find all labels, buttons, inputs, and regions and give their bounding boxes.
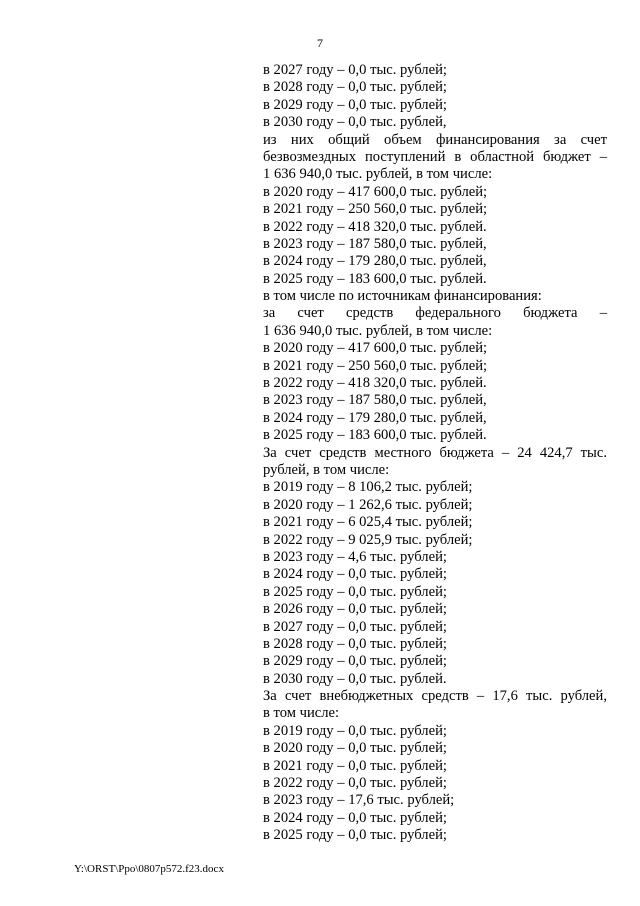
- list-item: в 2020 году – 0,0 тыс. рублей;: [263, 740, 447, 757]
- list-item: в 2027 году – 0,0 тыс. рублей;: [263, 62, 447, 78]
- paragraph-line: За счет средств местного бюджета – 24 424,7 тыс.: [263, 444, 607, 461]
- paragraph-local-budget: [263, 445, 607, 480]
- list-item: в 2021 году – 250 560,0 тыс. рублей;: [263, 357, 488, 374]
- list-item: в 2022 году – 9 025,9 тыс. рублей;: [263, 531, 473, 548]
- paragraph-line: 1 636 940,0 тыс. рублей, в том числе:: [263, 166, 493, 183]
- list-item: в 2025 году – 0,0 тыс. рублей;: [263, 827, 447, 844]
- list-item: в 2030 году – 0,0 тыс. рублей.: [263, 670, 447, 687]
- list-item: в 2022 году – 0,0 тыс. рублей;: [263, 775, 447, 792]
- list-item: в 2030 году – 0,0 тыс. рублей,: [263, 114, 447, 131]
- funding-list-extrabudgetary: [263, 723, 607, 845]
- list-item: в 2026 году – 0,0 тыс. рублей;: [263, 601, 447, 618]
- list-item: в 2024 году – 0,0 тыс. рублей;: [263, 566, 447, 583]
- list-item: в 2022 году – 418 320,0 тыс. рублей.: [263, 218, 487, 235]
- list-item: в 2024 году – 179 280,0 тыс. рублей,: [263, 409, 487, 426]
- list-item: в 2025 году – 0,0 тыс. рублей;: [263, 583, 447, 600]
- list-item: в 2020 году – 1 262,6 тыс. рублей;: [263, 496, 473, 513]
- list-item: в 2021 году – 250 560,0 тыс. рублей;: [263, 201, 488, 218]
- paragraph-line: из них общий объем финансирования за счет: [263, 131, 607, 148]
- list-item: в 2020 году – 417 600,0 тыс. рублей;: [263, 340, 488, 357]
- paragraph-federal-budget: [263, 305, 607, 340]
- document-body: [263, 62, 607, 845]
- footer-file-path: Y:\ORST\Ppo\0807p572.f23.docx: [74, 863, 224, 875]
- list-item: в 2027 году – 0,0 тыс. рублей;: [263, 618, 447, 635]
- list-item: в 2023 году – 187 580,0 тыс. рублей,: [263, 392, 487, 409]
- paragraph-line: 1 636 940,0 тыс. рублей, в том числе:: [263, 322, 493, 339]
- list-item: в 2023 году – 17,6 тыс. рублей;: [263, 792, 455, 809]
- paragraph-line: За счет внебюджетных средств – 17,6 тыс. рублей,: [263, 688, 607, 705]
- list-item: в 2025 году – 183 600,0 тыс. рублей.: [263, 427, 487, 444]
- list-item: в 2025 году – 183 600,0 тыс. рублей.: [263, 270, 487, 287]
- paragraph-line: безвозмездных поступлений в областной бюджет –: [263, 148, 607, 165]
- funding-list-local: [263, 479, 607, 688]
- list-item: в 2029 году – 0,0 тыс. рублей;: [263, 653, 447, 670]
- list-item: в 2019 году – 0,0 тыс. рублей;: [263, 722, 447, 739]
- sources-heading: в том числе по источникам финансирования:: [263, 288, 542, 305]
- paragraph-line: в том числе:: [263, 705, 340, 722]
- list-item: в 2019 году – 8 106,2 тыс. рублей;: [263, 479, 473, 496]
- funding-list-federal: [263, 340, 607, 444]
- list-item: в 2020 году – 417 600,0 тыс. рублей;: [263, 183, 488, 200]
- list-item: в 2021 году – 0,0 тыс. рублей;: [263, 757, 447, 774]
- page-number: 7: [317, 36, 323, 50]
- paragraph-extrabudgetary: [263, 688, 607, 723]
- list-item: в 2021 году – 6 025,4 тыс. рублей;: [263, 514, 473, 531]
- funding-list-gratuitous: [263, 184, 607, 288]
- list-item: в 2022 году – 418 320,0 тыс. рублей.: [263, 375, 487, 392]
- paragraph-line: за счет средств федерального бюджета –: [263, 305, 607, 322]
- funding-list-top: [263, 62, 607, 132]
- paragraph-line: рублей, в том числе:: [263, 461, 390, 478]
- list-item: в 2024 году – 0,0 тыс. рублей;: [263, 809, 447, 826]
- list-item: в 2023 году – 187 580,0 тыс. рублей,: [263, 235, 487, 252]
- list-item: в 2028 году – 0,0 тыс. рублей;: [263, 635, 447, 652]
- list-item: в 2023 году – 4,6 тыс. рублей;: [263, 548, 447, 565]
- list-item: в 2028 году – 0,0 тыс. рублей;: [263, 79, 447, 96]
- list-item: в 2029 году – 0,0 тыс. рублей;: [263, 96, 447, 113]
- paragraph-gratuitous-receipts: [263, 132, 607, 184]
- list-item: в 2024 году – 179 280,0 тыс. рублей,: [263, 253, 487, 270]
